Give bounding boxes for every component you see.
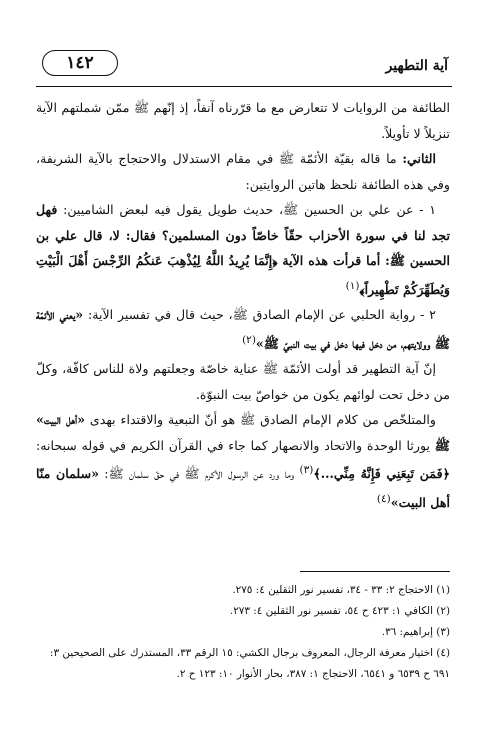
quotation: «يعني الأئمّة ﷺ وولايتهم، من دخل فيها دخل في بيت النبيّ ﷺ» (36, 307, 450, 351)
paragraph (36, 302, 450, 356)
paragraph-text: ١ - عن علي بن الحسين ﷺ، حديث طويل يقول فيه لبعض الشاميين: (57, 202, 436, 217)
paragraph: الطائفة من الروايات لا تتعارض مع ما قرّرناه آنفاً، إذ إنّهم ﷺ ممّن شملتهم الآية تنزيلاً لا تأويلاً. (36, 100, 450, 141)
header-divider (36, 86, 452, 87)
quotation: فهل تجد لنا في سورة الأحزاب حقّاً خاصّاً دون المسلمين؟ فقال: لا، قال علي بن الحسين ﷺ: أما قرأت هذه الآية ﴿إِنَّمَا يُرِيدُ اللَّهُ لِيُذْهِبَ عَنكُمُ الرِّجْسَ أَهْلَ الْبَيْتِ وَيُطَهِّرَكُمْ تَطْهِيراً﴾ (36, 202, 450, 297)
paragraph (36, 197, 450, 302)
paragraph (36, 146, 450, 197)
running-title: آية التطهير (385, 58, 448, 74)
footnote-ref: (١) (345, 279, 360, 292)
footnote-ref: (٤) (376, 493, 391, 506)
paragraph: إنّ آية التطهير قد أولت الأئمّة ﷺ عناية خاصّة وجعلتهم ولاة للناس كافّة، وكلّ من دخل تحت لوائهم يكون من خواصّ بيت النبوّة. (36, 361, 450, 402)
paragraph-text: يورثا الوحدة والاتحاد والانصهار كما جاء في القرآن الكريم في قوله سبحانه: (36, 437, 435, 453)
quotation: «سلمان منّا أهل البيت» (36, 466, 450, 511)
page-number: ١٤٢ (42, 50, 118, 76)
footnote-ref: (٢) (242, 333, 256, 346)
main-text (36, 95, 450, 516)
footnote-ref: (٣) (299, 464, 314, 477)
footnote-divider (300, 571, 450, 572)
paragraph-text: ما قاله بقيّة الأئمّة ﷺ في مقام الاستدلال والاحتجاج بالآية الشريفة، وفي هذه الطائفة نلحظ هاتين الروايتين: (36, 151, 450, 192)
paragraph-text: والمتلخّص من كلام الإمام الصادق ﷺ هو أنّ التبعية والاقتداء بهدى (85, 412, 436, 428)
footnote: (٤) اختيار معرفة الرجال، المعروف برجال الكشي: ١٥ الرقم ٣٣، المستدرك على الصحيحين ٣: ٦٩١ ح ٦٥٣٩ و ٦٥٤١، الاحتجاج ١: ٣٨٧، بحار الأنوار ١٠: ١٢٣ ح ٢. (49, 647, 450, 680)
footnote: (٢) الكافي ١: ٤٢٣ ح ٥٤، تفسير نور الثقلين ٤: ٢٧٣. (229, 605, 450, 617)
footnote: (٣) إبراهيم: ٣٦. (381, 626, 450, 638)
paragraph-text: ٢ - رواية الحلبي عن الإمام الصادق ﷺ، حيث قال في تفسير الآية: (83, 307, 436, 323)
footnote: (١) الاحتجاج ٢: ٣٣ - ٣٤، تفسير نور الثقلين ٤: ٢٧٥. (232, 584, 450, 596)
paragraph-text: وما ورد عن الرسول الأكرم ﷺ في حقّ سلمان ﷺ: (99, 466, 300, 482)
section-label: الثاني: (402, 151, 436, 166)
page-header (36, 44, 452, 86)
paragraph (36, 407, 450, 515)
quotation: «أهل البيت» ﷺ (36, 412, 450, 453)
footnotes (36, 580, 450, 685)
quran-verse: ﴿فَمَن تَبِعَنِي فَإِنَّهُ مِنِّي...﴾ (313, 466, 450, 482)
